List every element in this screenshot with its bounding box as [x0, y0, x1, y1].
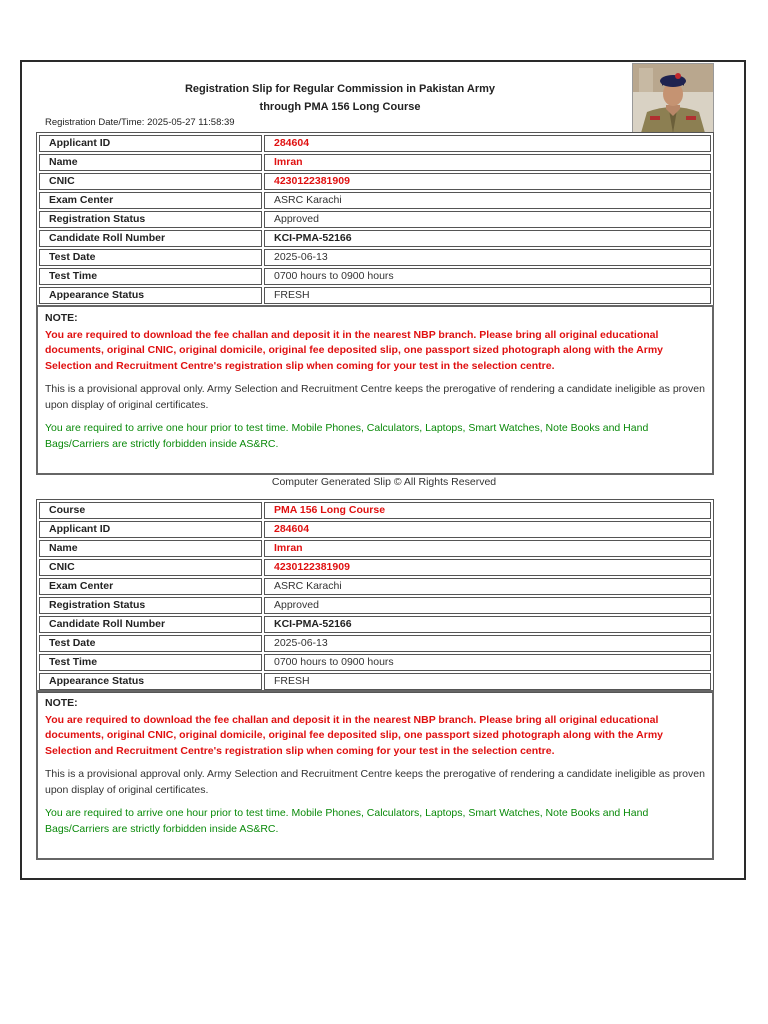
table-row: [39, 211, 711, 228]
row-value: PMA 156 Long Course: [264, 502, 711, 519]
table-row: [39, 540, 711, 557]
row-label: Test Date: [39, 635, 262, 652]
course-details-table: [36, 499, 714, 693]
row-label: CNIC: [39, 559, 262, 576]
row-label: Appearance Status: [39, 287, 262, 304]
table-row: [39, 635, 711, 652]
table-row: [39, 192, 711, 209]
row-label: Test Time: [39, 654, 262, 671]
row-value: Imran: [264, 154, 711, 171]
footer-copyright: Computer Generated Slip © All Rights Reserved: [271, 476, 497, 488]
note-box: [36, 305, 714, 475]
row-label: Exam Center: [39, 192, 262, 209]
row-label: Exam Center: [39, 578, 262, 595]
table-row: [39, 654, 711, 671]
row-label: Candidate Roll Number: [39, 230, 262, 247]
row-value: Imran: [264, 540, 711, 557]
row-value: KCI-PMA-52166: [264, 616, 711, 633]
registration-datetime: Registration Date/Time: 2025-05-27 11:58:39: [45, 117, 235, 128]
row-value: 2025-06-13: [264, 635, 711, 652]
row-value: Approved: [264, 597, 711, 614]
table-row: [39, 578, 711, 595]
table-row: [39, 521, 711, 538]
note-title: NOTE:: [45, 697, 78, 709]
applicant-details-table: [36, 132, 714, 307]
row-label: Name: [39, 540, 262, 557]
table-row: [39, 173, 711, 190]
candidate-photo: [632, 63, 714, 134]
table-row: [39, 616, 711, 633]
row-label: Test Date: [39, 249, 262, 266]
row-value: ASRC Karachi: [264, 578, 711, 595]
row-label: Registration Status: [39, 211, 262, 228]
note-box-2: [36, 690, 714, 860]
row-value: Approved: [264, 211, 711, 228]
row-value: 284604: [264, 521, 711, 538]
row-label: Applicant ID: [39, 521, 262, 538]
row-label: Registration Status: [39, 597, 262, 614]
row-label: Name: [39, 154, 262, 171]
note-provisional: This is a provisional approval only. Army Selection and Recruitment Centre keeps the prerogative of rendering a candidate ineligible as proven upon display of original certificates.: [45, 383, 705, 411]
table-row: [39, 230, 711, 247]
slip-subtitle: through PMA 156 Long Course: [259, 101, 421, 113]
row-label: CNIC: [39, 173, 262, 190]
table-row: [39, 268, 711, 285]
table-row: [39, 154, 711, 171]
note-provisional: This is a provisional approval only. Army Selection and Recruitment Centre keeps the prerogative of rendering a candidate ineligible as proven upon display of original certificates.: [45, 768, 705, 796]
slip-title: Registration Slip for Regular Commission in Pakistan Army: [184, 83, 496, 95]
row-label: Course: [39, 502, 262, 519]
table-row: [39, 287, 711, 304]
row-value: FRESH: [264, 287, 711, 304]
row-label: Appearance Status: [39, 673, 262, 690]
row-value: FRESH: [264, 673, 711, 690]
row-value: 4230122381909: [264, 173, 711, 190]
row-label: Test Time: [39, 268, 262, 285]
table-row: [39, 249, 711, 266]
table-row: [39, 135, 711, 152]
table-row: [39, 559, 711, 576]
table-row: [39, 597, 711, 614]
row-value: 0700 hours to 0900 hours: [264, 268, 711, 285]
note-arrival: You are required to arrive one hour prior to test time. Mobile Phones, Calculators, Laptops, Smart Watches, Note Books and Hand Bags/Carriers are strictly forbidden inside AS&RC.: [45, 807, 649, 835]
note-instructions: You are required to download the fee challan and deposit it in the nearest NBP branch. Please bring all original educational documents, original CNIC, original domicile, original fee deposited slip, one passport sized photograph along with the Army Selection and Recruitment Centre's registration slip when coming for your test in the selection centre.: [45, 713, 664, 757]
note-title: NOTE:: [45, 312, 78, 324]
row-value: ASRC Karachi: [264, 192, 711, 209]
note-arrival: You are required to arrive one hour prior to test time. Mobile Phones, Calculators, Laptops, Smart Watches, Note Books and Hand Bags/Carriers are strictly forbidden inside AS&RC.: [45, 422, 649, 450]
candidate-photo-icon: [633, 64, 713, 133]
row-value: 2025-06-13: [264, 249, 711, 266]
table-row: [39, 673, 711, 690]
row-value: 4230122381909: [264, 559, 711, 576]
row-label: Applicant ID: [39, 135, 262, 152]
table-row: [39, 502, 711, 519]
row-value: 284604: [264, 135, 711, 152]
row-value: 0700 hours to 0900 hours: [264, 654, 711, 671]
note-instructions: You are required to download the fee challan and deposit it in the nearest NBP branch. Please bring all original educational documents, original CNIC, original domicile, original fee deposited slip, one passport sized photograph along with the Army Selection and Recruitment Centre's registration slip when coming for your test in the selection centre.: [45, 328, 664, 372]
row-value: KCI-PMA-52166: [264, 230, 711, 247]
row-label: Candidate Roll Number: [39, 616, 262, 633]
